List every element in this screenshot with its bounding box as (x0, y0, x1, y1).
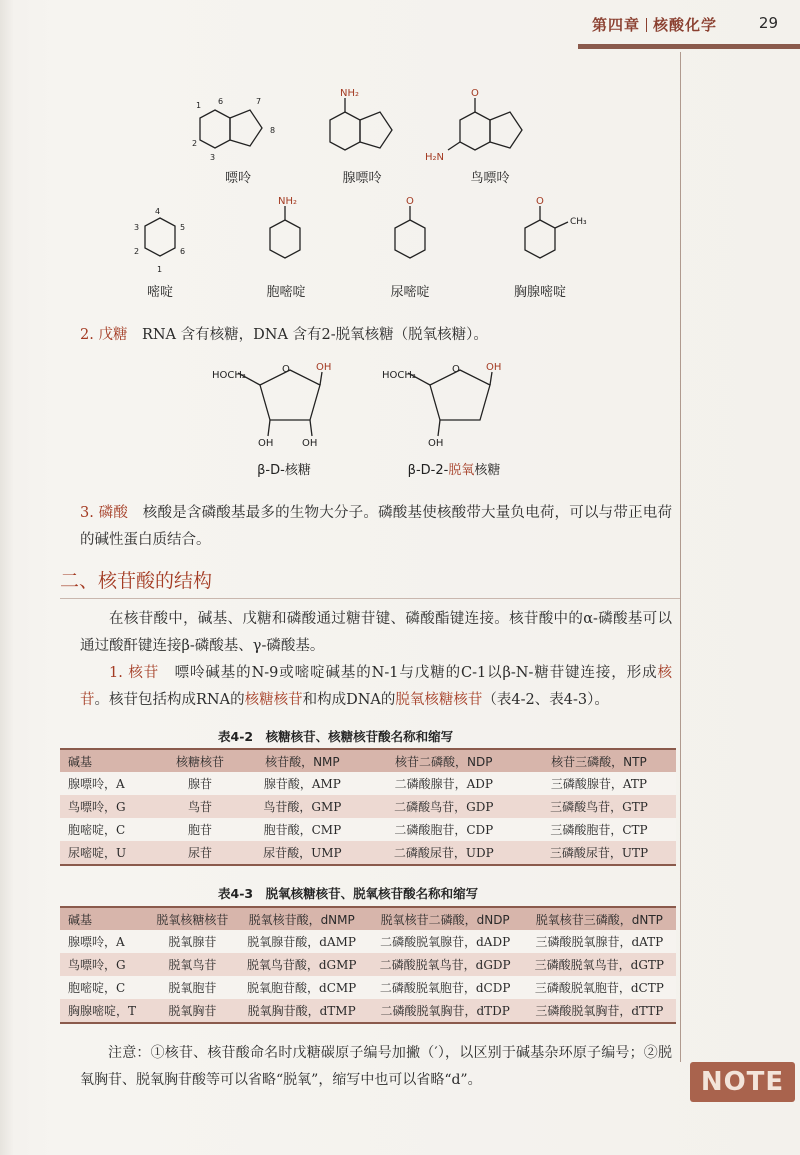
svg-text:2: 2 (192, 139, 198, 148)
table-cell: 二磷酸尿苷，UDP (366, 841, 522, 865)
table-row (60, 841, 676, 865)
purine-structure (192, 97, 275, 162)
svg-text:1: 1 (196, 101, 202, 110)
uracil-structure (395, 196, 425, 258)
table1-header-cell: 核糖核苷 (161, 749, 239, 772)
table2-header-cell: 脱氧核苷二磷酸，dNDP (368, 907, 523, 930)
table1-header-cell: 核苷三磷酸，NTP (522, 749, 676, 772)
section-pentose: 2. 戊糖 RNA 含有核糖，DNA 含有2-脱氧核糖（脱氧核糖）。 (80, 327, 488, 343)
svg-text:2: 2 (134, 247, 140, 256)
table-row (60, 930, 676, 953)
table-cell: 三磷酸尿苷，UTP (522, 841, 676, 865)
svg-text:O: O (471, 88, 479, 99)
table-cell: 腺苷酸，AMP (239, 772, 365, 795)
table-cell: 二磷酸腺苷，ADP (366, 772, 522, 795)
svg-text:H₂N: H₂N (425, 152, 445, 163)
paragraph-nucleotide: 在核苷酸中，碱基、戊糖和磷酸通过糖苷键、磷酸酯键连接。核苷酸中的α-磷酸基可以通过酸酐键连接β-磷酸基、γ-磷酸基。 (80, 611, 672, 654)
thymine-caption: 胸腺嘧啶 (513, 285, 567, 300)
svg-text:8: 8 (270, 126, 276, 135)
table-cell: 腺嘌呤，A (60, 772, 161, 795)
table-cell: 胞嘧啶，C (60, 818, 161, 841)
table-cell: 脱氧胸苷 (149, 999, 236, 1023)
table-cell: 二磷酸脱氧胞苷，dCDP (368, 976, 523, 999)
deoxyribose-structure (382, 362, 501, 449)
table-cell: 鸟嘌呤，G (60, 795, 161, 818)
table-cell: 尿苷酸，UMP (239, 841, 365, 865)
table1-caption: 表4-2 核糖核苷、核糖核苷酸名称和缩写 (218, 729, 454, 744)
table2-header-cell: 脱氧核苷三磷酸，dNTP (523, 907, 676, 930)
table-deoxyribonucleosides (60, 906, 676, 1024)
table-cell: 脱氧鸟苷 (149, 953, 236, 976)
svg-text:OH: OH (302, 438, 318, 449)
table-row (60, 772, 676, 795)
pyrimidine-caption: 嘧啶 (146, 285, 174, 300)
svg-text:O: O (452, 364, 460, 375)
page-number: 29 (758, 14, 778, 32)
svg-text:OH: OH (428, 438, 444, 449)
adenine-structure (330, 88, 392, 150)
table-cell: 二磷酸鸟苷，GDP (366, 795, 522, 818)
section-phosphate: 3. 磷酸 核酸是含磷酸基最多的生物大分子。磷酸基使核酸带大量负电荷，可以与带正电荷的碱性蛋白质结合。 (80, 505, 672, 548)
adenine-caption: 腺嘌呤 (342, 171, 382, 186)
table-cell: 三磷酸脱氧胸苷，dTTP (523, 999, 676, 1023)
table-row (60, 795, 676, 818)
thymine-structure (525, 196, 587, 258)
table-cell: 三磷酸腺苷，ATP (522, 772, 676, 795)
pyrimidine-structure (134, 207, 185, 274)
table-cell: 腺嘌呤，A (60, 930, 149, 953)
table-cell: 鸟苷酸，GMP (239, 795, 365, 818)
deoxyribose-caption: β-D-2-脱氧核糖 (407, 463, 501, 478)
svg-text:3: 3 (210, 153, 216, 162)
chapter-title: 第四章 核酸化学 (592, 16, 718, 34)
svg-text:OH: OH (258, 438, 274, 449)
table-cell: 鸟嘌呤，G (60, 953, 149, 976)
table2-caption: 表4-3 脱氧核糖核苷、脱氧核苷酸名称和缩写 (218, 886, 479, 901)
table-cell: 尿苷 (161, 841, 239, 865)
table1-header-cell: 核苷酸，NMP (239, 749, 365, 772)
cytosine-caption: 胞嘧啶 (266, 285, 306, 300)
table-cell: 脱氧腺苷 (149, 930, 236, 953)
svg-text:O: O (536, 196, 544, 207)
table-row (60, 999, 676, 1023)
table-cell: 三磷酸鸟苷，GTP (522, 795, 676, 818)
table1-header (60, 749, 676, 772)
purine-caption: 嘌呤 (224, 171, 252, 186)
table-cell: 脱氧胞苷酸，dCMP (236, 976, 368, 999)
guanine-caption: 鸟嘌呤 (470, 171, 510, 186)
svg-text:6: 6 (218, 97, 224, 106)
note-badge: NOTE (690, 1062, 795, 1102)
svg-text:1: 1 (157, 265, 163, 274)
svg-text:OH: OH (486, 362, 502, 373)
table-cell: 脱氧鸟苷酸，dGMP (236, 953, 368, 976)
guanine-structure (425, 88, 522, 163)
table2-header-cell: 脱氧核糖核苷 (149, 907, 236, 930)
table-cell: 胞嘧啶，C (60, 976, 149, 999)
margin-rule (680, 52, 681, 1062)
table-row (60, 953, 676, 976)
svg-text:HOCH₂: HOCH₂ (212, 370, 246, 381)
table2-header-cell: 脱氧核苷酸，dNMP (236, 907, 368, 930)
svg-text:NH₂: NH₂ (278, 196, 298, 207)
table-row (60, 818, 676, 841)
table-cell: 脱氧腺苷酸，dAMP (236, 930, 368, 953)
table-cell: 胞苷 (161, 818, 239, 841)
svg-text:CH₃: CH₃ (570, 217, 587, 227)
table-cell: 胸腺嘧啶，T (60, 999, 149, 1023)
svg-text:O: O (282, 364, 290, 375)
svg-text:4: 4 (155, 207, 161, 216)
table1-header-cell: 碱基 (60, 749, 161, 772)
table-cell: 二磷酸胞苷，CDP (366, 818, 522, 841)
table-ribonucleosides (60, 748, 676, 866)
chemical-structures (0, 0, 680, 520)
svg-text:7: 7 (256, 97, 262, 106)
table-cell: 三磷酸脱氧腺苷，dATP (523, 930, 676, 953)
table-cell: 脱氧胞苷 (149, 976, 236, 999)
svg-text:NH₂: NH₂ (340, 88, 360, 99)
table2-header (60, 907, 676, 930)
table-cell: 脱氧胸苷酸，dTMP (236, 999, 368, 1023)
section-heading: 二、核苷酸的结构 (60, 570, 213, 592)
table-cell: 尿嘧啶，U (60, 841, 161, 865)
svg-text:3: 3 (134, 223, 140, 232)
table-cell: 三磷酸胞苷，CTP (522, 818, 676, 841)
table-row (60, 976, 676, 999)
svg-text:OH: OH (316, 362, 332, 373)
svg-text:HOCH₂: HOCH₂ (382, 370, 416, 381)
cytosine-structure (270, 196, 300, 258)
table-cell: 二磷酸脱氧腺苷，dADP (368, 930, 523, 953)
svg-text:O: O (406, 196, 414, 207)
ribose-structure (212, 362, 331, 449)
ribose-caption: β-D-核糖 (257, 463, 311, 478)
table-cell: 胞苷酸，CMP (239, 818, 365, 841)
table-cell: 三磷酸脱氧胞苷，dCTP (523, 976, 676, 999)
table1-header-cell: 核苷二磷酸，NDP (366, 749, 522, 772)
svg-text:6: 6 (180, 247, 186, 256)
table-cell: 三磷酸脱氧鸟苷，dGTP (523, 953, 676, 976)
uracil-caption: 尿嘧啶 (390, 285, 430, 300)
table-cell: 鸟苷 (161, 795, 239, 818)
heading-rule (60, 598, 680, 599)
table-cell: 二磷酸脱氧胸苷，dTDP (368, 999, 523, 1023)
table-cell: 腺苷 (161, 772, 239, 795)
table2-header-cell: 碱基 (60, 907, 149, 930)
svg-text:5: 5 (180, 223, 186, 232)
table-cell: 二磷酸脱氧鸟苷，dGDP (368, 953, 523, 976)
footnote-paragraph: 注意：①核苷、核苷酸命名时戊糖碳原子编号加撇（′），以区别于碱基杂环原子编号；②脱氧胸苷、脱氧胸苷酸等可以省略“脱氧”，缩写中也可以省略“d”。 (80, 1045, 672, 1088)
paragraph-nucleoside: 1. 核苷 嘌呤碱基的N-9或嘧啶碱基的N-1与戊糖的C-1以β-N-糖苷键连接，形成核苷。核苷包括构成RNA的核糖核苷和构成DNA的脱氧核糖核苷（表4-2、表4-3）。 (80, 665, 672, 708)
